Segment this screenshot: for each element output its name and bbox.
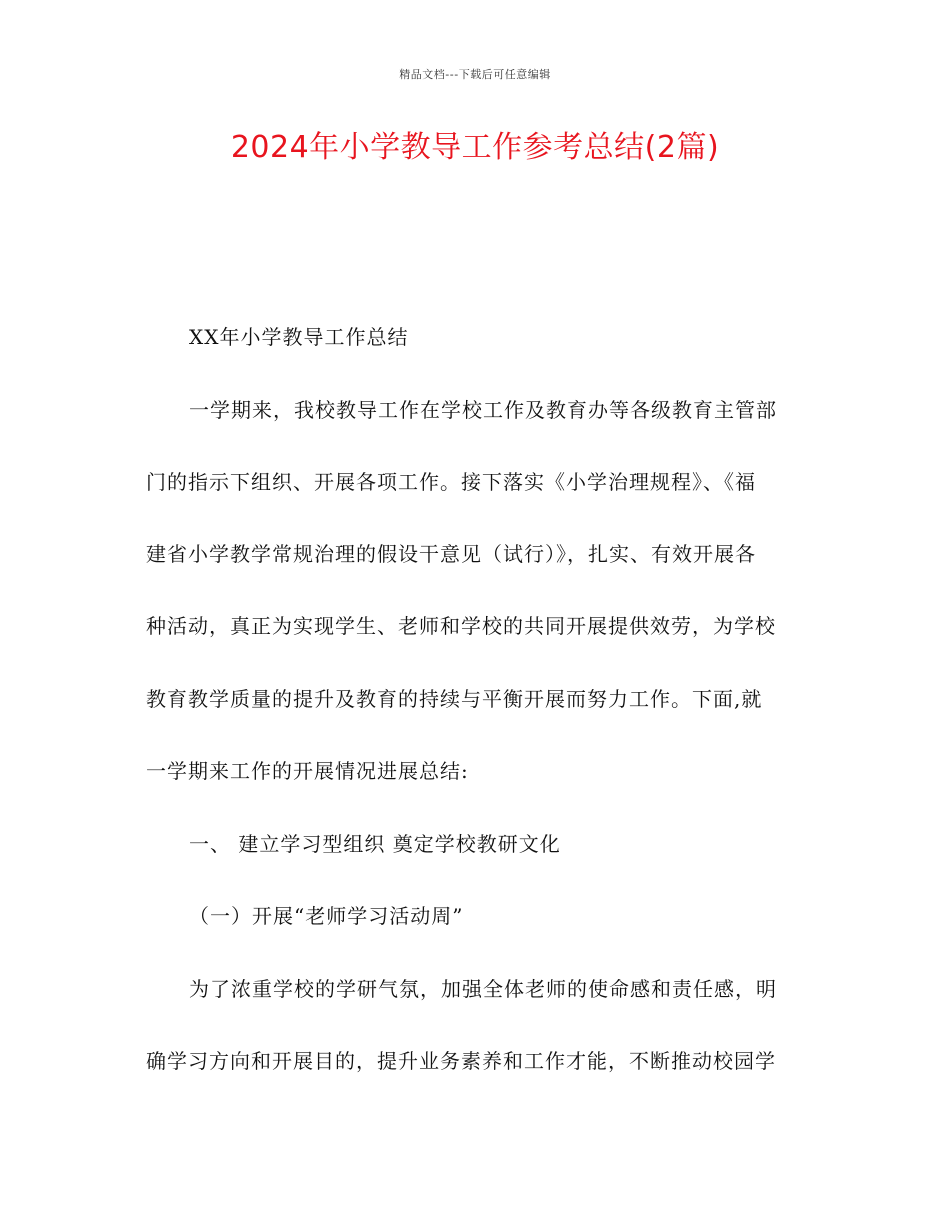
- document-title: 2024年小学教导工作参考总结(2篇): [230, 130, 720, 165]
- section-heading: 一、 建立学习型组织 奠定学校教研文化: [189, 832, 561, 856]
- paragraph-line: 一学期来工作的开展情况进展总结:: [146, 759, 469, 783]
- subsection-heading: （一）开展“老师学习活动周”: [189, 904, 464, 928]
- paragraph-line: 门的指示下组织、开展各项工作。接下落实《小学治理规程》、《福: [146, 470, 756, 494]
- section-heading: XX年小学教导工作总结: [189, 325, 409, 349]
- paragraph-line: 为了浓重学校的学研气氛，加强全体老师的使命感和责任感，明: [189, 977, 777, 1001]
- header-note: 精品文档---下载后可任意编辑: [399, 68, 551, 81]
- paragraph-line: 建省小学教学常规治理的假设干意见（试行）》，扎实、有效开展各: [146, 542, 756, 566]
- paragraph-line: 教育教学质量的提升及教育的持续与平衡开展而努力工作。下面,就: [146, 687, 763, 711]
- paragraph-line: 种活动，真正为实现学生、老师和学校的共同开展提供效劳，为学校: [146, 614, 776, 638]
- paragraph-line: 一学期来，我校教导工作在学校工作及教育办等各级教育主管部: [189, 398, 777, 422]
- paragraph-line: 确学习方向和开展目的，提升业务素养和工作才能，不断推动校园学: [146, 1049, 776, 1073]
